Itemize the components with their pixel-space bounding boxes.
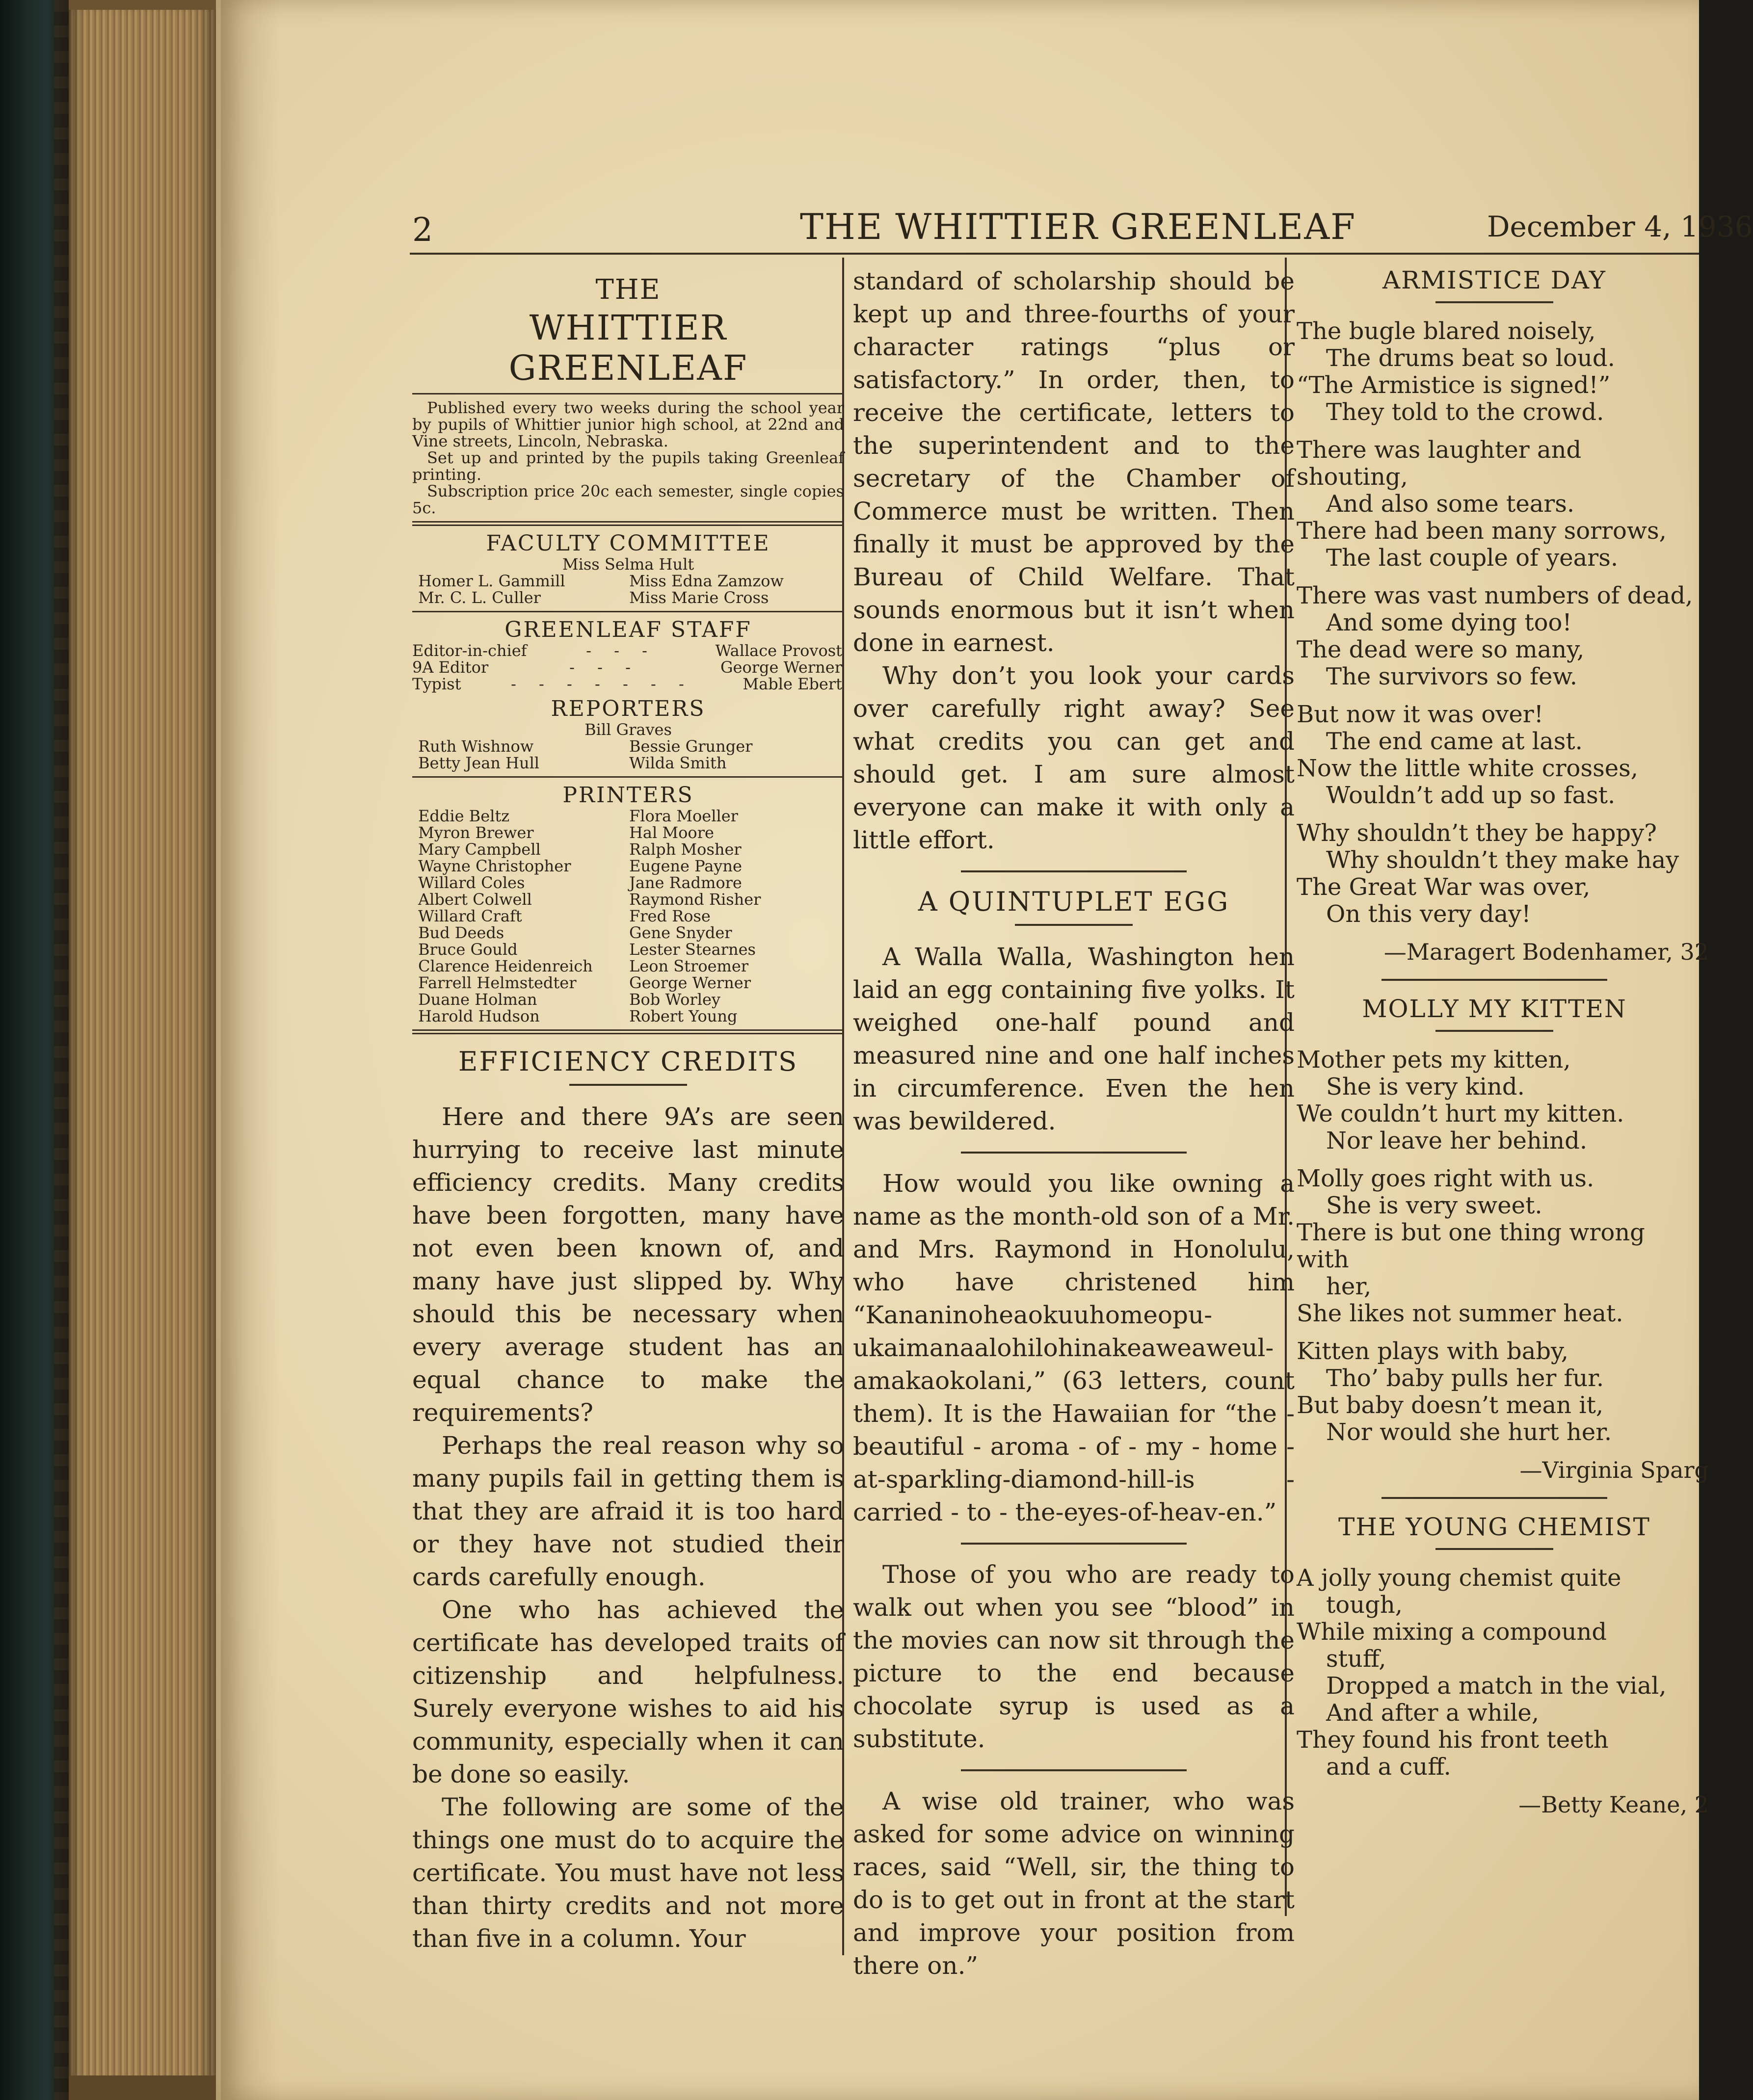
page-edges — [69, 0, 216, 2100]
armistice-poem — [1290, 318, 1699, 928]
printer-name: Willard Craft — [418, 907, 522, 925]
staff-name: Mable Ebert — [743, 675, 842, 693]
stanza — [1297, 1165, 1699, 1327]
publication-line: Subscription price 20c each semester, single copies 5c. — [412, 482, 844, 517]
poem-line: But baby doesn’t mean it, — [1297, 1391, 1604, 1419]
news-item: A wise old trainer, who was asked for some advice on winning races, said “Well, sir, the thing to do is to get out in front at the start and improve your position from there on.” — [853, 1787, 1295, 1980]
printer-name: Leon Stroemer — [629, 957, 749, 975]
section-rule — [961, 1543, 1187, 1545]
poem-line: On this very day! — [1326, 900, 1531, 928]
printer-name: Harold Hudson — [418, 1007, 540, 1025]
poem-line: The last couple of years. — [1326, 544, 1619, 572]
section-rule — [961, 1152, 1187, 1154]
poem-line: The survivors so few. — [1326, 663, 1578, 690]
staff-dots: - - - - - - - — [511, 675, 693, 693]
poem-line: She is very sweet. — [1326, 1192, 1542, 1219]
rule — [412, 393, 844, 394]
section-rule — [1381, 1497, 1607, 1499]
stanza — [1297, 1565, 1699, 1781]
poem-line: There was laughter and shouting, — [1297, 436, 1582, 491]
molly-author: —Virginia Sparg — [1519, 1457, 1709, 1483]
poem-line: We couldn’t hurt my kitten. — [1297, 1100, 1624, 1128]
printer-name: Bruce Gould — [418, 940, 518, 959]
publication-line: Set up and printed by the pupils taking Greenleaf printing. — [412, 448, 844, 484]
double-rule — [412, 521, 844, 526]
printers-list — [412, 808, 844, 1024]
column-2 — [853, 265, 1295, 1982]
section-rule — [961, 870, 1187, 872]
poem-line: There was vast numbers of dead, — [1297, 582, 1693, 609]
page-edges-top — [69, 0, 216, 10]
staff-dots: - - - — [569, 658, 639, 677]
poem-line: “The Armistice is signed!” — [1297, 371, 1611, 399]
stanza — [1297, 582, 1699, 690]
printers-heading: PRINTERS — [562, 783, 694, 808]
column-1 — [412, 265, 844, 1955]
column-3 — [1290, 260, 1709, 1818]
printer-name: Jane Radmore — [629, 873, 742, 892]
armistice-author: —Maragert Bodenhamer, 32 — [1383, 939, 1709, 965]
stanza — [1297, 820, 1699, 928]
poem-line: Why shouldn’t they be happy? — [1297, 819, 1657, 847]
nameplate-title: WHITTIER GREENLEAF — [508, 308, 748, 388]
poem-line: She is very kind. — [1326, 1073, 1525, 1101]
poem-line: But now it was over! — [1297, 701, 1544, 728]
printer-name: Wayne Christopher — [418, 857, 571, 875]
poem-line: And after a while, — [1326, 1699, 1540, 1727]
quintuplet-headline: A QUINTUPLET EGG — [918, 886, 1230, 917]
faculty-name: Homer L. Gammill — [418, 572, 565, 590]
faculty-list — [412, 573, 844, 606]
poem-line: The drums beat so loud. — [1326, 344, 1615, 372]
publication-info — [412, 399, 844, 516]
staff-role: 9A Editor — [412, 658, 489, 677]
printer-name: George Werner — [629, 973, 751, 992]
section-rule — [1381, 979, 1607, 981]
faculty-name: Miss Edna Zamzow — [629, 572, 784, 590]
armistice-title: ARMISTICE DAY — [1382, 266, 1606, 294]
reporters-heading: REPORTERS — [551, 696, 706, 721]
stanza — [1297, 701, 1699, 809]
header-rule — [410, 253, 1699, 255]
printer-name: Duane Holman — [418, 990, 537, 1009]
printer-name: Fred Rose — [629, 907, 711, 925]
printer-name: Lester Stearnes — [629, 940, 756, 959]
efficiency-paragraph: Perhaps the real reason why so many pupils fail in getting them is that they are afraid it is too hard or they have not studied their cards carefully enough. — [412, 1431, 844, 1591]
poem-line: The bugle blared noisely, — [1297, 317, 1596, 345]
printer-name: Clarence Heidenreich — [418, 957, 593, 975]
poem-line: There had been many sorrows, — [1297, 517, 1667, 545]
poem-line: Now the little white crosses, — [1297, 755, 1638, 782]
poem-line: Mother pets my kitten, — [1297, 1046, 1571, 1074]
staff-name: Wallace Provost — [715, 641, 842, 660]
headline-rule — [569, 1084, 687, 1086]
news-item: How would you like owning a name as the month-old son of a Mr. and Mrs. Raymond in Honolulu, who have christened him “Kananinoheaokuuhomeopu-ukaimanaalohilohinakeaweaweul-amakaokolani,” (63 letters, count them). It is the Hawaiian for “the - beautiful - aroma - of - my - home - at-sparkling-diamond-hill-is - carried - to - the-eyes-of-heav-en.” — [853, 1169, 1295, 1526]
reporters-lead: Bill Graves — [584, 720, 672, 739]
stanza — [1297, 318, 1699, 426]
poem-line: And some dying too! — [1326, 609, 1572, 636]
efficiency-paragraph: Here and there 9A’s are seen hurrying to receive last minute efficiency credits. Many credits have been forgotten, many have not even been known of, and many have just slipped by. Why should this be necessary when every average student has an equal chance to make the requirements? — [412, 1102, 844, 1427]
binding-texture — [54, 0, 69, 2100]
running-title: THE WHITTIER GREENLEAF — [800, 206, 1356, 247]
faculty-name: Miss Marie Cross — [629, 588, 769, 607]
poem-line: her, — [1326, 1273, 1372, 1300]
printer-name: Bob Worley — [629, 990, 720, 1009]
efficiency-paragraph: The following are some of the things one must do to acquire the certificate. You must have not less than thirty credits and not more than five in a column. Your — [412, 1793, 844, 1953]
reporter-name: Bessie Grunger — [629, 737, 753, 756]
poem-line: Nor would she hurt her. — [1326, 1418, 1612, 1446]
efficiency-continued: standard of scholarship should be kept up and three-fourths of your character ratings “plus or satisfactory.” In order, then, to receive the certificate, letters to the superintendent and to the secretary of the Chamber of Commerce must be written. Then finally it must be approved by the Bureau of Child Welfare. That sounds enormous but it isn’t when done in earnest. — [853, 267, 1295, 657]
printer-name: Willard Coles — [418, 873, 525, 892]
poem-line: Dropped a match in the vial, — [1326, 1672, 1667, 1700]
reporters-list — [412, 738, 844, 771]
staff-role: Typist — [412, 675, 461, 693]
printer-name: Farrell Helmstedter — [418, 973, 577, 992]
staff-role: Editor-in-chief — [412, 641, 527, 660]
printer-name: Raymond Risher — [629, 890, 761, 909]
reporter-name: Wilda Smith — [629, 754, 727, 772]
poem-line: They found his front teeth — [1297, 1726, 1609, 1754]
page-gutter-shadow — [221, 0, 280, 2100]
poem-line: Nor leave her behind. — [1326, 1127, 1588, 1155]
printer-name: Myron Brewer — [418, 823, 534, 842]
faculty-heading: FACULTY COMMITTEE — [486, 531, 770, 556]
poem-line: Tho’ baby pulls her fur. — [1326, 1365, 1604, 1392]
poem-line: stuff, — [1326, 1645, 1386, 1673]
headline-rule — [1435, 1030, 1553, 1032]
stanza — [1297, 437, 1699, 572]
printer-name: Eddie Beltz — [418, 807, 510, 825]
issue-date: December 4, 1936 — [1487, 210, 1753, 243]
printer-name: Mary Campbell — [418, 840, 541, 859]
poem-line: And also some tears. — [1326, 490, 1575, 518]
poem-line: A jolly young chemist quite — [1297, 1564, 1621, 1592]
printer-name: Ralph Mosher — [629, 840, 742, 859]
news-item: Those of you who are ready to walk out when you see “blood” in the movies can now sit through the picture to the end because chocolate syrup is used as a substitute. — [853, 1560, 1295, 1753]
page-number: 2 — [412, 211, 433, 249]
molly-poem — [1290, 1047, 1699, 1446]
printer-name: Bud Deeds — [418, 923, 505, 942]
poem-line: Wouldn’t add up so fast. — [1326, 782, 1616, 809]
staff-dots: - - - — [586, 641, 656, 660]
printer-name: Robert Young — [629, 1007, 738, 1025]
poem-line: While mixing a compound — [1297, 1618, 1607, 1646]
poem-line: tough, — [1326, 1591, 1403, 1619]
chemist-author: —Betty Keane, 2 — [1518, 1791, 1709, 1818]
headline-rule — [1015, 924, 1133, 926]
stanza — [1297, 1338, 1699, 1446]
poem-line: Why shouldn’t they make hay — [1326, 846, 1679, 874]
chemist-title: THE YOUNG CHEMIST — [1338, 1513, 1650, 1541]
stanza — [1297, 1047, 1699, 1155]
staff-heading: GREENLEAF STAFF — [505, 617, 752, 642]
faculty-name: Mr. C. L. Culler — [418, 588, 541, 607]
publication-line: Published every two weeks during the school year by pupils of Whittier junior high school, at 22nd and Vine streets, Lincoln, Nebraska. — [412, 398, 844, 450]
reporter-name: Ruth Wishnow — [418, 737, 534, 756]
poem-line: Molly goes right with us. — [1297, 1165, 1594, 1192]
efficiency-headline: EFFICIENCY CREDITS — [458, 1046, 798, 1077]
poem-line: The Great War was over, — [1297, 873, 1591, 901]
molly-title: MOLLY MY KITTEN — [1362, 995, 1627, 1023]
printer-name: Flora Moeller — [629, 807, 738, 825]
staff-row — [412, 659, 844, 676]
quintuplet-text: A Walla Walla, Washington hen laid an egg containing five yolks. It weighed one-half pound and measured nine and one half inches in circumference. Even the hen was bewildered. — [853, 943, 1295, 1135]
staff-row — [412, 676, 844, 692]
nameplate-the: THE — [595, 274, 661, 306]
rule — [412, 611, 844, 612]
rule — [412, 776, 844, 778]
efficiency-paragraph: One who has achieved the certificate has developed traits of citizenship and helpfulness. Surely everyone wishes to aid his community, especially when it can be done so easily. — [412, 1596, 844, 1788]
printer-name: Eugene Payne — [629, 857, 742, 875]
section-rule — [961, 1769, 1187, 1771]
page-edges-bottom — [69, 2075, 216, 2100]
chemist-poem — [1290, 1565, 1699, 1781]
poem-line: Kitten plays with baby, — [1297, 1338, 1569, 1365]
double-rule — [412, 1029, 844, 1034]
headline-rule — [1435, 1548, 1553, 1550]
poem-line: There is but one thing wrong with — [1297, 1219, 1645, 1273]
efficiency-continued: Why don’t you look your cards over carefully right away? See what credits you can get and should get. I am sure almost everyone can make it with only a little effort. — [853, 661, 1295, 854]
faculty-lead: Miss Selma Hult — [562, 555, 694, 574]
poem-line: The end came at last. — [1326, 728, 1583, 755]
printer-name: Hal Moore — [629, 823, 714, 842]
staff-name: George Werner — [720, 658, 842, 677]
printer-name: Albert Colwell — [418, 890, 532, 909]
poem-line: They told to the crowd. — [1326, 398, 1604, 426]
poem-line: and a cuff. — [1326, 1753, 1451, 1781]
poem-line: She likes not summer heat. — [1297, 1300, 1623, 1327]
printer-name: Gene Snyder — [629, 923, 732, 942]
reporter-name: Betty Jean Hull — [418, 754, 540, 772]
poem-line: The dead were so many, — [1297, 636, 1585, 663]
headline-rule — [1435, 301, 1553, 303]
staff-row — [412, 642, 844, 659]
